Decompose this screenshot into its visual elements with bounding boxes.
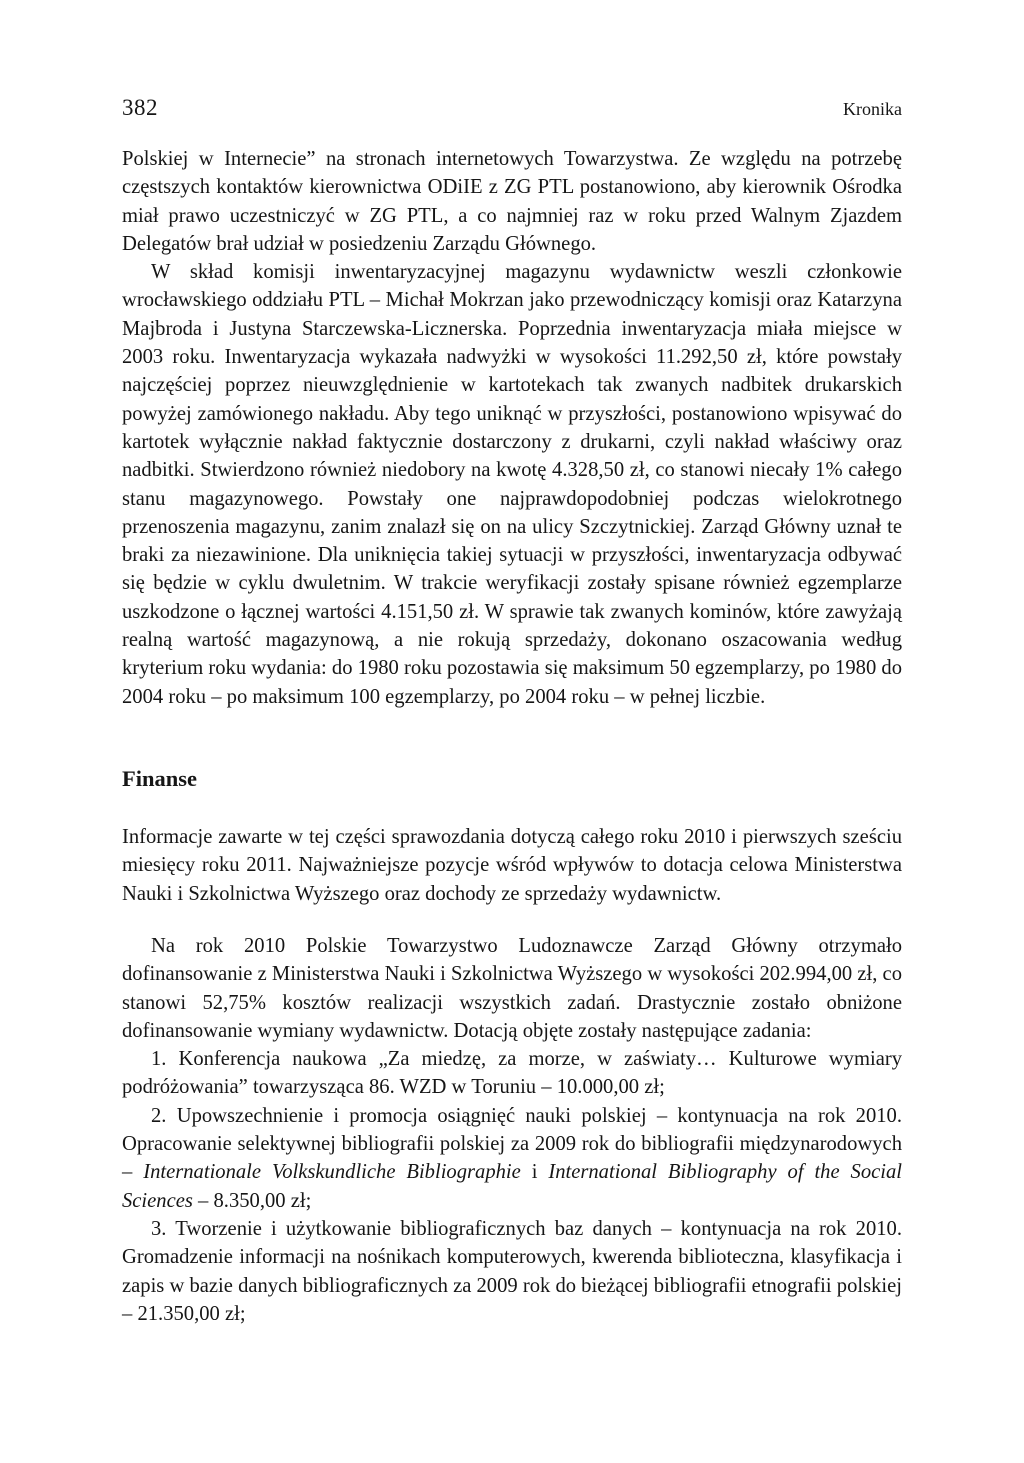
paragraph: W skład komisji inwentaryzacyjnej magazynu wydawnictw weszli członkowie wrocławskiego oddziału PTL – Michał Mokrzan jako przewodniczący komisji oraz Katarzyna Majbroda i Justyna Starczewska-Licznerska. Poprzednia inwentaryzacja miała miejsce w 2003 roku. Inwentaryzacja wykazała nadwyżki w wysokości 11.292,50 zł, które powstały najczęściej poprzez nieuwzględnienie w kartotekach tak zwanych nadbitek drukarskich powyżej zamówionego nakładu. Aby tego uniknąć w przyszłości, postanowiono wpisywać do kartotek wyłącznie nakład faktycznie dostarczony z drukarni, czyli nakład właściwy oraz nadbitki. Stwierdzono również niedobory na kwotę 4.328,50 zł, co stanowi niecały 1% całego stanu magazynowego. Powstały one najprawdopodobniej podczas wielokrotnego przenoszenia magazynu, zanim znalazł się on na ulicy Szczytnickiej. Zarząd Główny uznał te braki za niezawinione. Dla uniknięcia takiej sytuacji w przyszłości, inwentaryzacja odbywać się będzie w cyklu dwuletnim. W trakcie weryfikacji zostały spisane również egzemplarze uszkodzone o łącznej wartości 4.151,50 zł. W sprawie tak zwanych kominów, które zawyżają realną wartość magazynową, a nie rokują sprzedaży, dokonano oszacowania według kryterium roku wydania: do 1980 roku pozostawia się maksimum 50 egzemplarzy, po 1980 do 2004 roku – po maksimum 100 egzemplarzy, po 2004 roku – w pełnej liczbie.: [122, 261, 902, 708]
section-heading-finanse: Finanse: [122, 766, 198, 791]
running-head: [122, 95, 902, 121]
italic-title: Internationale Volkskundliche Bibliographie: [143, 1161, 521, 1184]
list-item: 3. Tworzenie i użytkowanie bibliograficznych baz danych – kontynuacja na rok 2010. Gromadzenie informacji na nośnikach komputerowych, kwerenda biblioteczna, klasyfikacja i zapis w bazie danych bibliograficznych za 2009 rok do bieżącej bibliografii etnografii polskiej – 21.350,00 zł;: [122, 1217, 902, 1325]
item-text: – 8.350,00 zł;: [192, 1189, 312, 1212]
continuation-text: [122, 145, 902, 711]
item-text: 2. Upowszechnienie i promocja osiągnięć nauki polskiej – kontynuacja na rok 2010. Opracowanie selektywnej bibliografii polskiej za 2009 rok do bibliografii międzynarodowych –: [122, 1104, 902, 1184]
finance-intro: [122, 823, 902, 908]
paragraph: Informacje zawarte w tej części sprawozdania dotyczą całego roku 2010 i pierwszych sześciu miesięcy roku 2011. Najważniejsze pozycje wśród wpływów to dotacja celowa Ministerstwa Nauki i Szkolnictwa Wyższego oraz dochody ze sprzedaży wydawnictw.: [122, 826, 902, 905]
finance-body: [122, 932, 902, 1328]
list-item: [122, 1102, 902, 1215]
running-title: Kronika: [843, 99, 902, 119]
italic-title: International Bibliography of the Social Sciences: [122, 1161, 902, 1212]
list-item: 1. Konferencja naukowa „Za miedzę, za morze, w zaświaty… Kulturowe wymiary podróżowania” towarzysząca 86. WZD w Toruniu – 10.000,00 zł;: [122, 1048, 902, 1099]
paragraph: Polskiej w Internecie” na stronach internetowych Towarzystwa. Ze względu na potrzebę częstszych kontaktów kierownictwa ODiIE z ZG PTL postanowiono, aby kierownik Ośrodka miał prawo uczestniczyć w ZG PTL, a co najmniej raz w roku przed Walnym Zjazdem Delegatów brał udział w posiedzeniu Zarządu Głównego.: [122, 148, 902, 255]
page-number: 382: [122, 95, 158, 120]
item-text: i: [520, 1161, 549, 1184]
paragraph: Na rok 2010 Polskie Towarzystwo Ludoznawcze Zarząd Główny otrzymało dofinansowanie z Ministerstwa Nauki i Szkolnictwa Wyższego w wysokości 202.994,00 zł, co stanowi 52,75% kosztów realizacji wszystkich zadań. Drastycznie zostało obniżone dofinansowanie wymiany wydawnictw. Dotacją objęte zostały następujące zadania:: [122, 935, 902, 1042]
